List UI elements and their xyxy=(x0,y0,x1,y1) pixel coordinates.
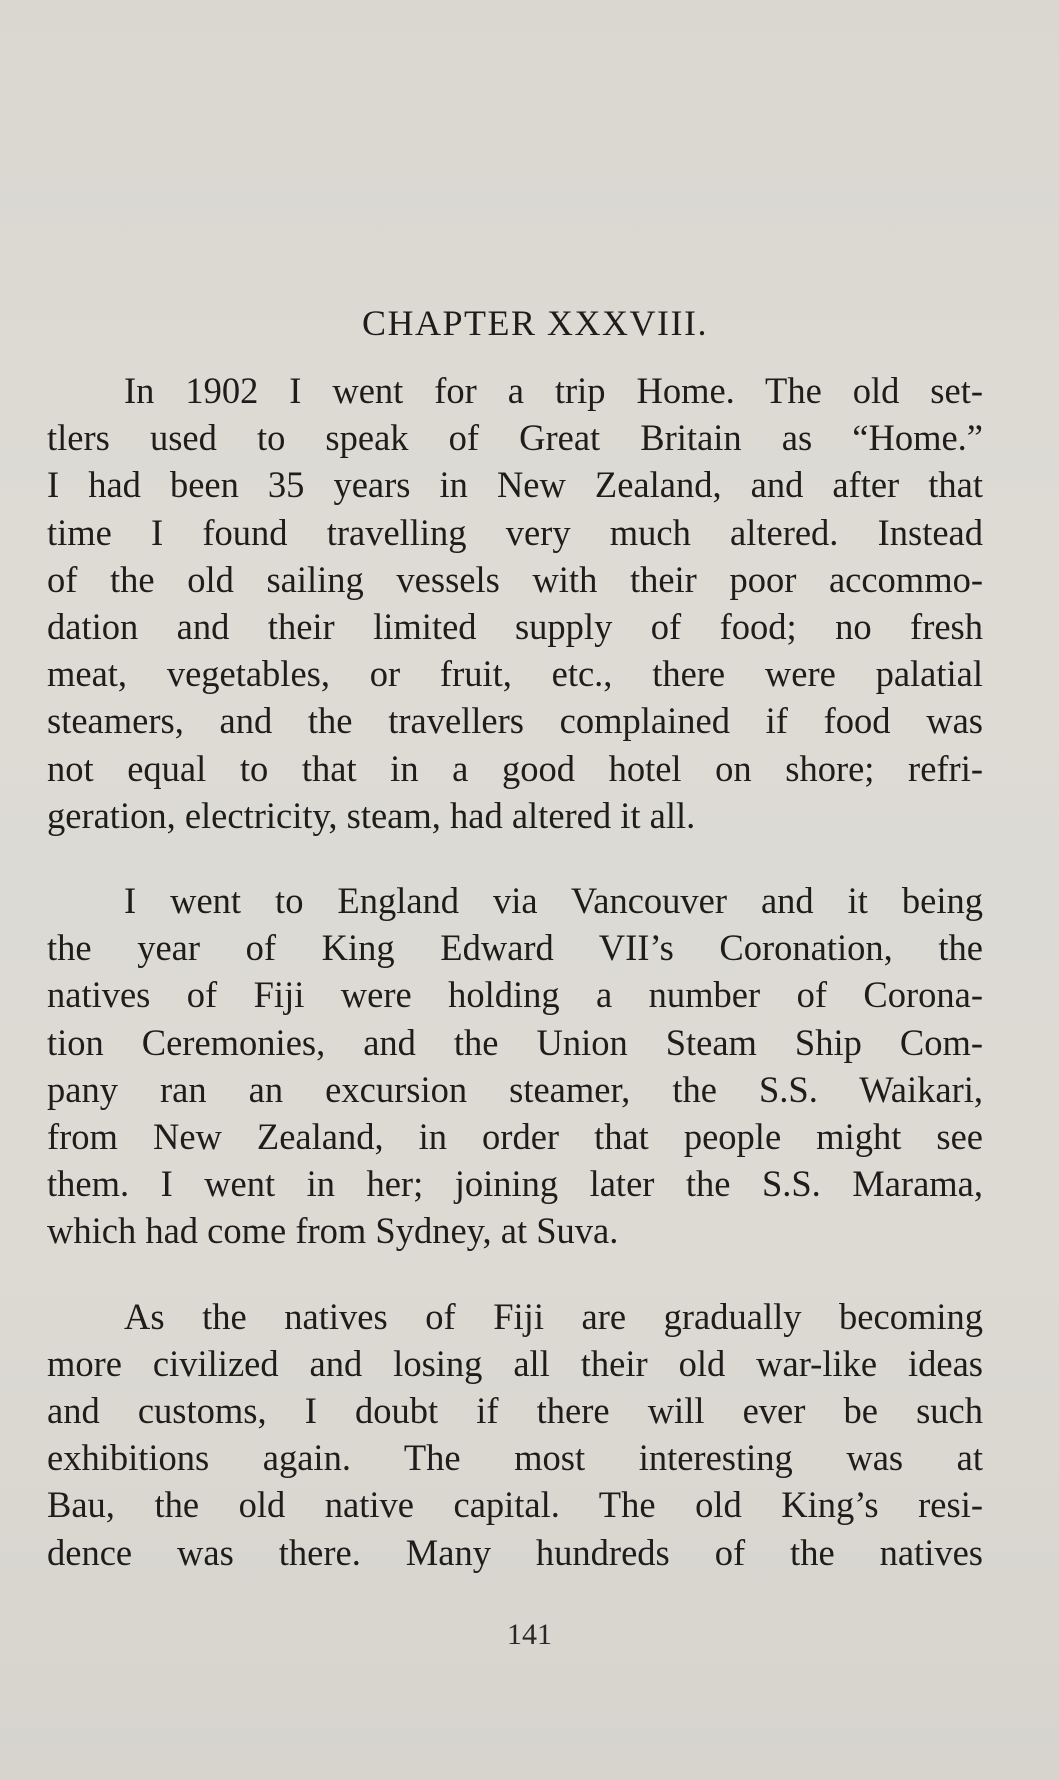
text-line: from New Zealand, in order that people might see xyxy=(47,1116,983,1158)
page-text xyxy=(47,300,983,1576)
text-line: I had been 35 years in New Zealand, and after that xyxy=(47,464,983,506)
text-line: geration, electricity, steam, had altered it all. xyxy=(47,794,696,836)
paragraph-3 xyxy=(47,1293,983,1576)
text-line: I went to England via Vancouver and it being xyxy=(124,880,983,922)
text-line: tlers used to speak of Great Britain as “Home.” xyxy=(47,417,983,459)
text-line: time I found travelling very much altered. Instead xyxy=(47,511,983,553)
text-line: meat, vegetables, or fruit, etc., there were palatial xyxy=(47,653,983,695)
text-line: which had come from Sydney, at Suva. xyxy=(47,1210,619,1252)
paragraph-2 xyxy=(47,877,983,1255)
chapter-title: CHAPTER XXXVIII. xyxy=(362,303,708,343)
text-line: dation and their limited supply of food; no fresh xyxy=(47,606,983,648)
text-line: and customs, I doubt if there will ever be such xyxy=(47,1390,983,1432)
text-line: pany ran an excursion steamer, the S.S. Waikari, xyxy=(47,1068,983,1110)
text-line: them. I went in her; joining later the S.S. Marama, xyxy=(47,1163,983,1205)
text-line: exhibitions again. The most interesting was at xyxy=(47,1437,983,1479)
text-line: Bau, the old native capital. The old King’s resi- xyxy=(47,1484,983,1526)
text-line: tion Ceremonies, and the Union Steam Ship Com- xyxy=(47,1021,983,1063)
text-line: of the old sailing vessels with their poor accommo- xyxy=(47,558,983,600)
page-number: 141 xyxy=(507,1618,552,1651)
text-line: the year of King Edward VII’s Coronation, the xyxy=(47,927,983,969)
text-line: not equal to that in a good hotel on shore; refri- xyxy=(47,747,983,789)
text-line: dence was there. Many hundreds of the natives xyxy=(47,1531,983,1573)
paragraph-1 xyxy=(47,367,983,839)
text-line: In 1902 I went for a trip Home. The old set- xyxy=(124,370,983,411)
text-line: more civilized and losing all their old war-like ideas xyxy=(47,1342,983,1384)
text-line: steamers, and the travellers complained if food was xyxy=(47,700,983,742)
text-line: As the natives of Fiji are gradually becoming xyxy=(124,1295,983,1337)
text-line: natives of Fiji were holding a number of Corona- xyxy=(47,974,983,1016)
